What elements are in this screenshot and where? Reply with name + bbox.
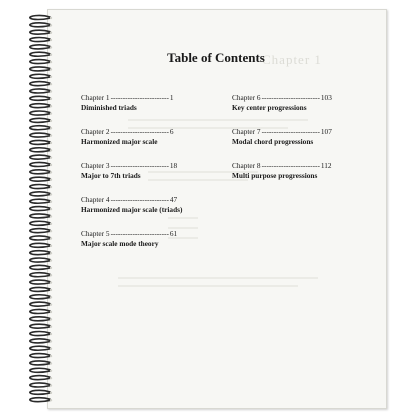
spiral-coil bbox=[30, 192, 51, 196]
page-number: 18 bbox=[169, 161, 178, 170]
spiral-coil bbox=[30, 199, 51, 203]
leader-dots: ------------------------ bbox=[110, 229, 169, 238]
binding-hole bbox=[50, 392, 52, 394]
binding-hole bbox=[50, 377, 52, 379]
spiral-coil bbox=[30, 376, 51, 380]
binding-hole bbox=[50, 296, 52, 298]
spiral-coil bbox=[30, 38, 51, 42]
binding-hole bbox=[50, 303, 52, 305]
spiral-coil bbox=[30, 140, 51, 144]
spiral-coil bbox=[30, 207, 51, 211]
spiral-coil bbox=[30, 23, 51, 27]
binding-hole bbox=[50, 245, 52, 247]
spiral-coil bbox=[30, 295, 51, 299]
leader-dots: ------------------------ bbox=[261, 161, 320, 170]
chapter-label: Chapter 7 bbox=[232, 127, 261, 136]
binding-hole bbox=[50, 326, 52, 328]
spiral-coil bbox=[30, 332, 51, 336]
binding-hole bbox=[50, 252, 52, 254]
spiral-coil bbox=[30, 118, 51, 122]
chapter-topic: Major to 7th triads bbox=[81, 171, 141, 180]
show-through-heading: Chapter 1 bbox=[262, 52, 322, 67]
binding-hole bbox=[50, 281, 52, 283]
binding-hole bbox=[50, 215, 52, 217]
spiral-coil bbox=[30, 346, 51, 350]
chapter-label: Chapter 5 bbox=[81, 229, 110, 238]
page-number: 112 bbox=[320, 161, 332, 170]
binding-hole bbox=[50, 142, 52, 144]
spiral-coil bbox=[30, 309, 51, 313]
binding-hole bbox=[50, 311, 52, 313]
spiral-coil bbox=[30, 390, 51, 394]
binding-hole bbox=[50, 208, 52, 210]
chapter-topic: Diminished triads bbox=[81, 103, 137, 112]
spiral-coil bbox=[30, 361, 51, 365]
page-number: 47 bbox=[169, 195, 178, 204]
binding-hole bbox=[50, 230, 52, 232]
spiral-coil bbox=[30, 339, 51, 343]
spiral-coil bbox=[30, 354, 51, 358]
spiral-coil bbox=[30, 15, 51, 19]
chapter-label: Chapter 8 bbox=[232, 161, 261, 170]
leader-dots: ------------------------ bbox=[261, 93, 320, 102]
spiral-coil bbox=[30, 67, 51, 71]
binding-hole bbox=[50, 355, 52, 357]
spiral-coil bbox=[30, 126, 51, 130]
toc-title: Table of Contents bbox=[167, 50, 265, 65]
chapter-topic: Harmonized major scale (triads) bbox=[81, 205, 183, 214]
spiral-coil bbox=[30, 96, 51, 100]
spiral-coil bbox=[30, 368, 51, 372]
spiral-coil bbox=[30, 155, 51, 159]
toc-entry bbox=[232, 127, 367, 161]
binding-hole bbox=[50, 274, 52, 276]
spiral-coil bbox=[30, 104, 51, 108]
leader-dots: ------------------------ bbox=[110, 127, 169, 136]
chapter-topic: Multi purpose progressions bbox=[232, 171, 318, 180]
binding-hole bbox=[50, 384, 52, 386]
spiral-coil bbox=[30, 162, 51, 166]
spiral-coil bbox=[30, 398, 51, 402]
binding-hole bbox=[50, 340, 52, 342]
chapter-label: Chapter 6 bbox=[232, 93, 261, 102]
spiral-coil bbox=[30, 221, 51, 225]
binding-hole bbox=[50, 98, 52, 100]
spiral-coil bbox=[30, 214, 51, 218]
spiral-coil bbox=[30, 229, 51, 233]
binding-hole bbox=[50, 68, 52, 70]
binding-hole bbox=[50, 201, 52, 203]
binding-hole bbox=[50, 76, 52, 78]
leader-dots: ------------------------ bbox=[110, 195, 169, 204]
chapter-label: Chapter 1 bbox=[81, 93, 110, 102]
binding-hole bbox=[50, 223, 52, 225]
binding-hole bbox=[50, 267, 52, 269]
toc-entry bbox=[81, 127, 231, 161]
chapter-label: Chapter 3 bbox=[81, 161, 110, 170]
chapter-topic: Harmonized major scale bbox=[81, 137, 158, 146]
toc-entry bbox=[81, 195, 231, 229]
spiral-coil bbox=[30, 383, 51, 387]
binding-hole bbox=[50, 399, 52, 401]
binding-hole bbox=[50, 105, 52, 107]
binding-hole bbox=[50, 83, 52, 85]
page-number: 103 bbox=[320, 93, 332, 102]
binding-hole bbox=[50, 149, 52, 151]
binding-hole bbox=[50, 39, 52, 41]
binding-hole bbox=[50, 90, 52, 92]
chapter-topic: Modal chord progressions bbox=[232, 137, 314, 146]
spiral-coil bbox=[30, 265, 51, 269]
binding-hole bbox=[50, 156, 52, 158]
binding-hole bbox=[50, 289, 52, 291]
spiral-coil bbox=[30, 74, 51, 78]
binding-hole bbox=[50, 24, 52, 26]
leader-dots: ------------------------ bbox=[110, 161, 169, 170]
spiral-coil bbox=[30, 148, 51, 152]
toc-left-column bbox=[81, 93, 231, 263]
binding-hole bbox=[50, 17, 52, 19]
binding-hole bbox=[50, 193, 52, 195]
chapter-label: Chapter 4 bbox=[81, 195, 110, 204]
binding-hole bbox=[50, 171, 52, 173]
spiral-coil bbox=[30, 258, 51, 262]
chapter-topic: Major scale mode theory bbox=[81, 239, 159, 248]
toc-entry bbox=[232, 93, 367, 127]
spiral-coil bbox=[30, 177, 51, 181]
spiral-coil bbox=[30, 273, 51, 277]
spiral-coil bbox=[30, 251, 51, 255]
binding-hole bbox=[50, 348, 52, 350]
binding-hole bbox=[50, 370, 52, 372]
binding-hole bbox=[50, 237, 52, 239]
toc-entry bbox=[81, 93, 231, 127]
page-number: 61 bbox=[169, 229, 178, 238]
toc-entry bbox=[81, 229, 231, 263]
binding-hole bbox=[50, 120, 52, 122]
spiral-coil bbox=[30, 111, 51, 115]
spiral-coil bbox=[30, 243, 51, 247]
spiral-coil bbox=[30, 280, 51, 284]
binding-hole bbox=[50, 112, 52, 114]
binding-hole bbox=[50, 362, 52, 364]
toc-right-column bbox=[232, 93, 367, 195]
binding-hole bbox=[50, 186, 52, 188]
spiral-binding bbox=[26, 9, 56, 407]
binding-hole bbox=[50, 46, 52, 48]
spiral-coil bbox=[30, 133, 51, 137]
spiral-coil bbox=[30, 185, 51, 189]
spiral-coil bbox=[30, 82, 51, 86]
spiral-coil bbox=[30, 89, 51, 93]
leader-dots: ------------------------ bbox=[261, 127, 320, 136]
spiral-coil bbox=[30, 170, 51, 174]
spiral-coil bbox=[30, 236, 51, 240]
binding-hole bbox=[50, 318, 52, 320]
spiral-coil bbox=[30, 45, 51, 49]
page-number: 6 bbox=[169, 127, 174, 136]
spiral-coil bbox=[30, 30, 51, 34]
toc-entry bbox=[81, 161, 231, 195]
spiral-coil bbox=[30, 302, 51, 306]
spiral-coil bbox=[30, 287, 51, 291]
page-number: 1 bbox=[169, 93, 174, 102]
toc-entry bbox=[232, 161, 367, 195]
chapter-label: Chapter 2 bbox=[81, 127, 110, 136]
leader-dots: ------------------------ bbox=[110, 93, 169, 102]
chapter-topic: Key center progressions bbox=[232, 103, 307, 112]
spiral-coil bbox=[30, 317, 51, 321]
binding-hole bbox=[50, 134, 52, 136]
binding-hole bbox=[50, 32, 52, 34]
binding-hole bbox=[50, 127, 52, 129]
binding-hole bbox=[50, 179, 52, 181]
binding-hole bbox=[50, 259, 52, 261]
spiral-coil bbox=[30, 324, 51, 328]
binding-hole bbox=[50, 164, 52, 166]
binding-hole bbox=[50, 333, 52, 335]
page-number: 107 bbox=[320, 127, 332, 136]
